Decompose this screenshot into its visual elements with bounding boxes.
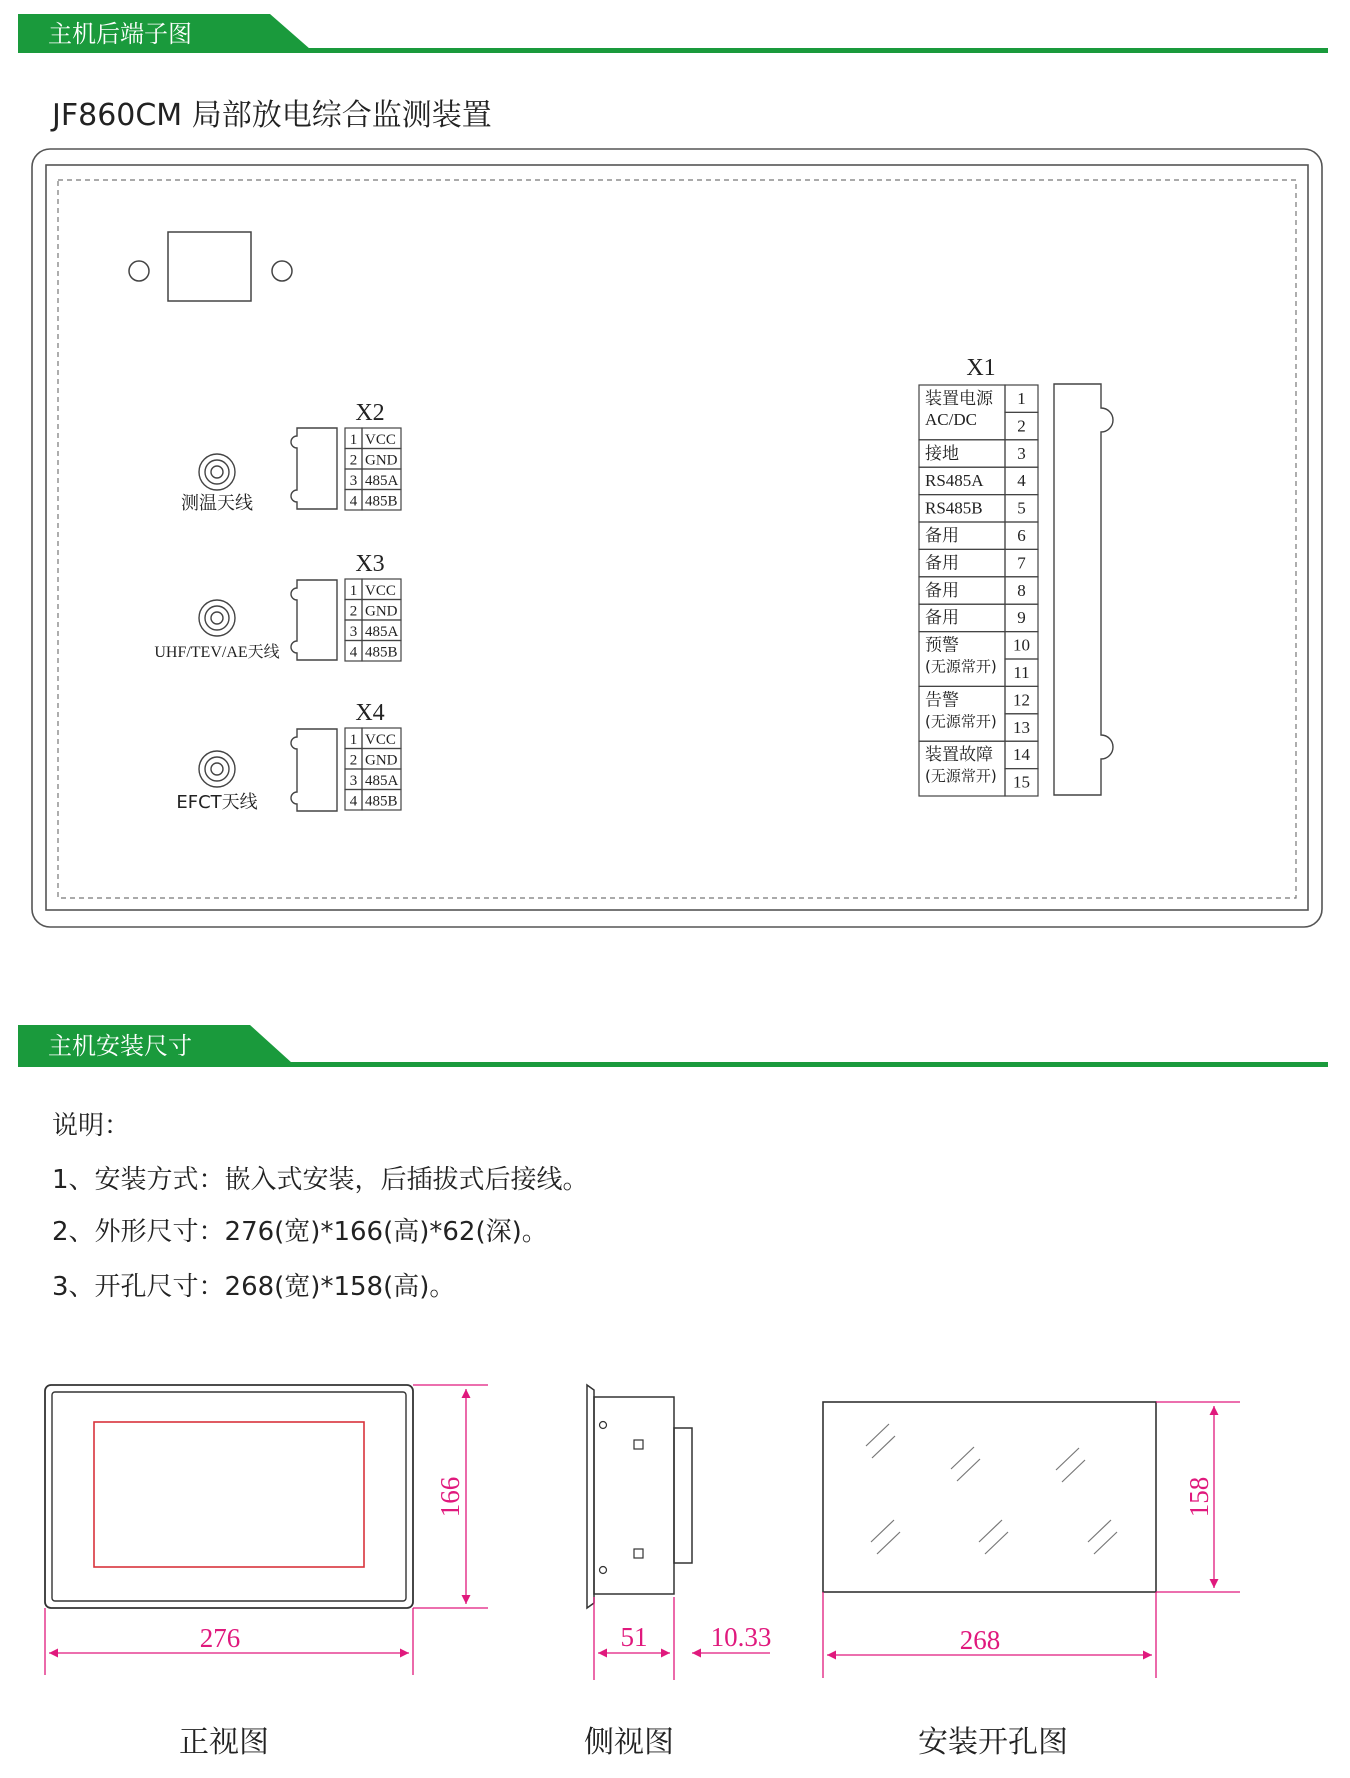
x1-plug-body (1054, 384, 1113, 795)
front-view (45, 1385, 488, 1760)
pin-signal: VCC (365, 583, 396, 599)
pin-row (345, 490, 401, 511)
x1-pin-number: 13 (1013, 717, 1030, 737)
pin-number: 2 (349, 603, 358, 620)
pin-signal: 485A (365, 473, 399, 489)
front-height-value: 166 (435, 1476, 465, 1518)
pin-table-x2 (345, 428, 401, 510)
pin-number: 4 (349, 493, 358, 510)
pin-row (345, 749, 401, 770)
pin-row (345, 728, 401, 749)
section-header-terminal (18, 14, 1328, 53)
plug-body-x3 (291, 580, 337, 660)
pin-number: 4 (349, 793, 358, 810)
pin-number: 3 (349, 624, 358, 640)
pin-number: 1 (349, 432, 358, 448)
pin-signal: VCC (365, 732, 396, 748)
side-view-caption: 侧视图 (584, 1725, 674, 1760)
pin-signal: VCC (365, 432, 396, 448)
pin-row (345, 579, 401, 600)
pin-row (345, 641, 401, 662)
side-front-lip (587, 1385, 594, 1608)
x1-pin-number: 15 (1013, 772, 1030, 792)
note-item: 2、外形尺寸：276(宽)*166(高)*62(深)。 (52, 1217, 548, 1247)
x1-terminal-group (919, 549, 1038, 576)
x1-terminal-label: RS485A (925, 471, 984, 491)
x1-terminal-label: AC/DC (925, 410, 977, 429)
note-item: 1、安装方式：嵌入式安装，后插拔式后接线。 (52, 1165, 589, 1195)
connector-label-x1: X1 (966, 355, 996, 381)
antenna-label-x3: UHF/TEV/AE天线 (154, 644, 280, 661)
x1-terminal-label: 备用 (925, 553, 959, 574)
pin-number: 2 (349, 752, 358, 769)
notes-heading: 说明： (52, 1111, 131, 1141)
section-header-install (18, 1025, 1328, 1067)
x1-pin-number: 11 (1013, 663, 1030, 682)
antenna-jack-x3 (199, 600, 235, 636)
front-width-value: 276 (199, 1623, 241, 1653)
pin-signal: 485B (365, 644, 398, 661)
pin-row (345, 600, 401, 621)
panel-dashed-area (58, 180, 1296, 898)
cutout-width-value: 268 (959, 1625, 1001, 1655)
side-clip-top (634, 1440, 643, 1449)
x1-terminal-label: RS485B (925, 498, 983, 518)
pin-signal: 485A (365, 773, 399, 789)
x1-pin-number: 12 (1013, 690, 1030, 710)
x1-pin-number: 3 (1017, 443, 1026, 463)
x1-terminal-label: 告警 (925, 690, 959, 711)
antenna-jack-x2 (199, 454, 235, 490)
pin-number: 2 (349, 452, 358, 469)
side-depth-value: 51 (620, 1622, 648, 1652)
pin-number: 3 (349, 773, 358, 789)
x1-terminal-label: (无源常开) (925, 657, 997, 676)
front-display-window (94, 1422, 364, 1567)
front-view-caption: 正视图 (179, 1725, 269, 1760)
pin-row (345, 769, 401, 790)
pin-signal: GND (365, 752, 398, 769)
cutout-rect (823, 1402, 1156, 1592)
connector-label-x3: X3 (355, 551, 385, 577)
pin-number: 1 (349, 583, 358, 599)
x1-terminal-label: 装置电源 (925, 389, 993, 409)
cutout-height-value: 158 (1184, 1476, 1214, 1518)
pin-number: 4 (349, 644, 358, 661)
connector-x2 (181, 400, 401, 514)
pin-table-x3 (345, 579, 401, 661)
pin-signal: 485A (365, 624, 399, 640)
x1-pin-number: 14 (1013, 745, 1030, 765)
x1-terminal-label: 装置故障 (925, 745, 993, 766)
plug-body-x2 (291, 428, 337, 509)
front-bezel-inner (52, 1392, 406, 1601)
connector-label-x4: X4 (355, 700, 385, 726)
connector-x1 (919, 355, 1113, 796)
section-title-terminal: 主机后端子图 (48, 20, 192, 48)
device-title: JF860CM 局部放电综合监测装置 (52, 98, 492, 133)
section-title-install: 主机安装尺寸 (48, 1032, 192, 1060)
antenna-jack-x4 (199, 751, 235, 787)
x1-terminal-group (919, 632, 1038, 687)
cutout-view-caption: 安装开孔图 (918, 1725, 1068, 1760)
side-screw-top (600, 1422, 607, 1429)
pin-row (345, 469, 401, 490)
x1-terminal-group (919, 604, 1038, 631)
side-terminal (674, 1428, 692, 1563)
x1-terminal-label: (无源常开) (925, 712, 997, 731)
x1-pin-number: 8 (1017, 580, 1026, 600)
x1-pin-number: 6 (1017, 526, 1026, 545)
install-notes (52, 1111, 589, 1302)
pin-row (345, 428, 401, 449)
x1-pin-number: 9 (1017, 608, 1026, 628)
side-screw-bottom (600, 1567, 607, 1574)
x1-pin-number: 5 (1017, 498, 1026, 518)
x1-terminal-group (919, 522, 1038, 549)
pin-row (345, 620, 401, 641)
x1-terminal-table (919, 385, 1038, 796)
x1-pin-number: 7 (1017, 553, 1026, 573)
x1-terminal-label: 接地 (925, 443, 959, 464)
connector-x4 (176, 700, 401, 813)
connector-x3 (154, 551, 401, 661)
pin-signal: GND (365, 452, 398, 469)
plug-body-x4 (291, 729, 337, 811)
pin-row (345, 449, 401, 470)
port-window (168, 232, 251, 301)
side-view (584, 1385, 771, 1760)
x1-terminal-label: 预警 (925, 635, 959, 656)
x1-terminal-group (919, 440, 1038, 467)
pin-signal: GND (365, 603, 398, 620)
note-item: 3、开孔尺寸：268(宽)*158(高)。 (52, 1272, 456, 1302)
side-clip-bottom (634, 1549, 643, 1558)
cutout-hatch (866, 1424, 1117, 1554)
cutout-view (823, 1402, 1240, 1760)
x1-terminal-group (919, 385, 1038, 440)
pin-number: 3 (349, 473, 358, 489)
x1-pin-number: 4 (1017, 471, 1026, 491)
antenna-label-x4: EFCT天线 (176, 792, 258, 813)
x1-pin-number: 10 (1013, 635, 1030, 655)
x1-terminal-group (919, 467, 1038, 494)
x1-pin-number: 2 (1017, 416, 1026, 436)
x1-terminal-group (919, 686, 1038, 741)
x1-terminal-label: 备用 (925, 526, 959, 546)
front-bezel (45, 1385, 413, 1608)
side-flange-value: 10.33 (710, 1622, 772, 1652)
antenna-label-x2: 测温天线 (181, 493, 253, 514)
x1-terminal-group (919, 577, 1038, 604)
pin-number: 1 (349, 732, 358, 748)
pin-row (345, 790, 401, 811)
mount-hole-right (272, 261, 292, 281)
header-rule (18, 48, 1328, 53)
pin-signal: 485B (365, 493, 398, 510)
header-rule (18, 1062, 1328, 1067)
x1-terminal-label: (无源常开) (925, 767, 997, 786)
pin-signal: 485B (365, 793, 398, 810)
mount-hole-left (129, 261, 149, 281)
pin-table-x4 (345, 728, 401, 810)
x1-terminal-label: 备用 (925, 608, 959, 629)
x1-terminal-group (919, 495, 1038, 522)
connector-label-x2: X2 (355, 400, 385, 426)
x1-terminal-group (919, 741, 1038, 796)
x1-terminal-label: 备用 (925, 580, 959, 601)
x1-pin-number: 1 (1017, 389, 1026, 408)
